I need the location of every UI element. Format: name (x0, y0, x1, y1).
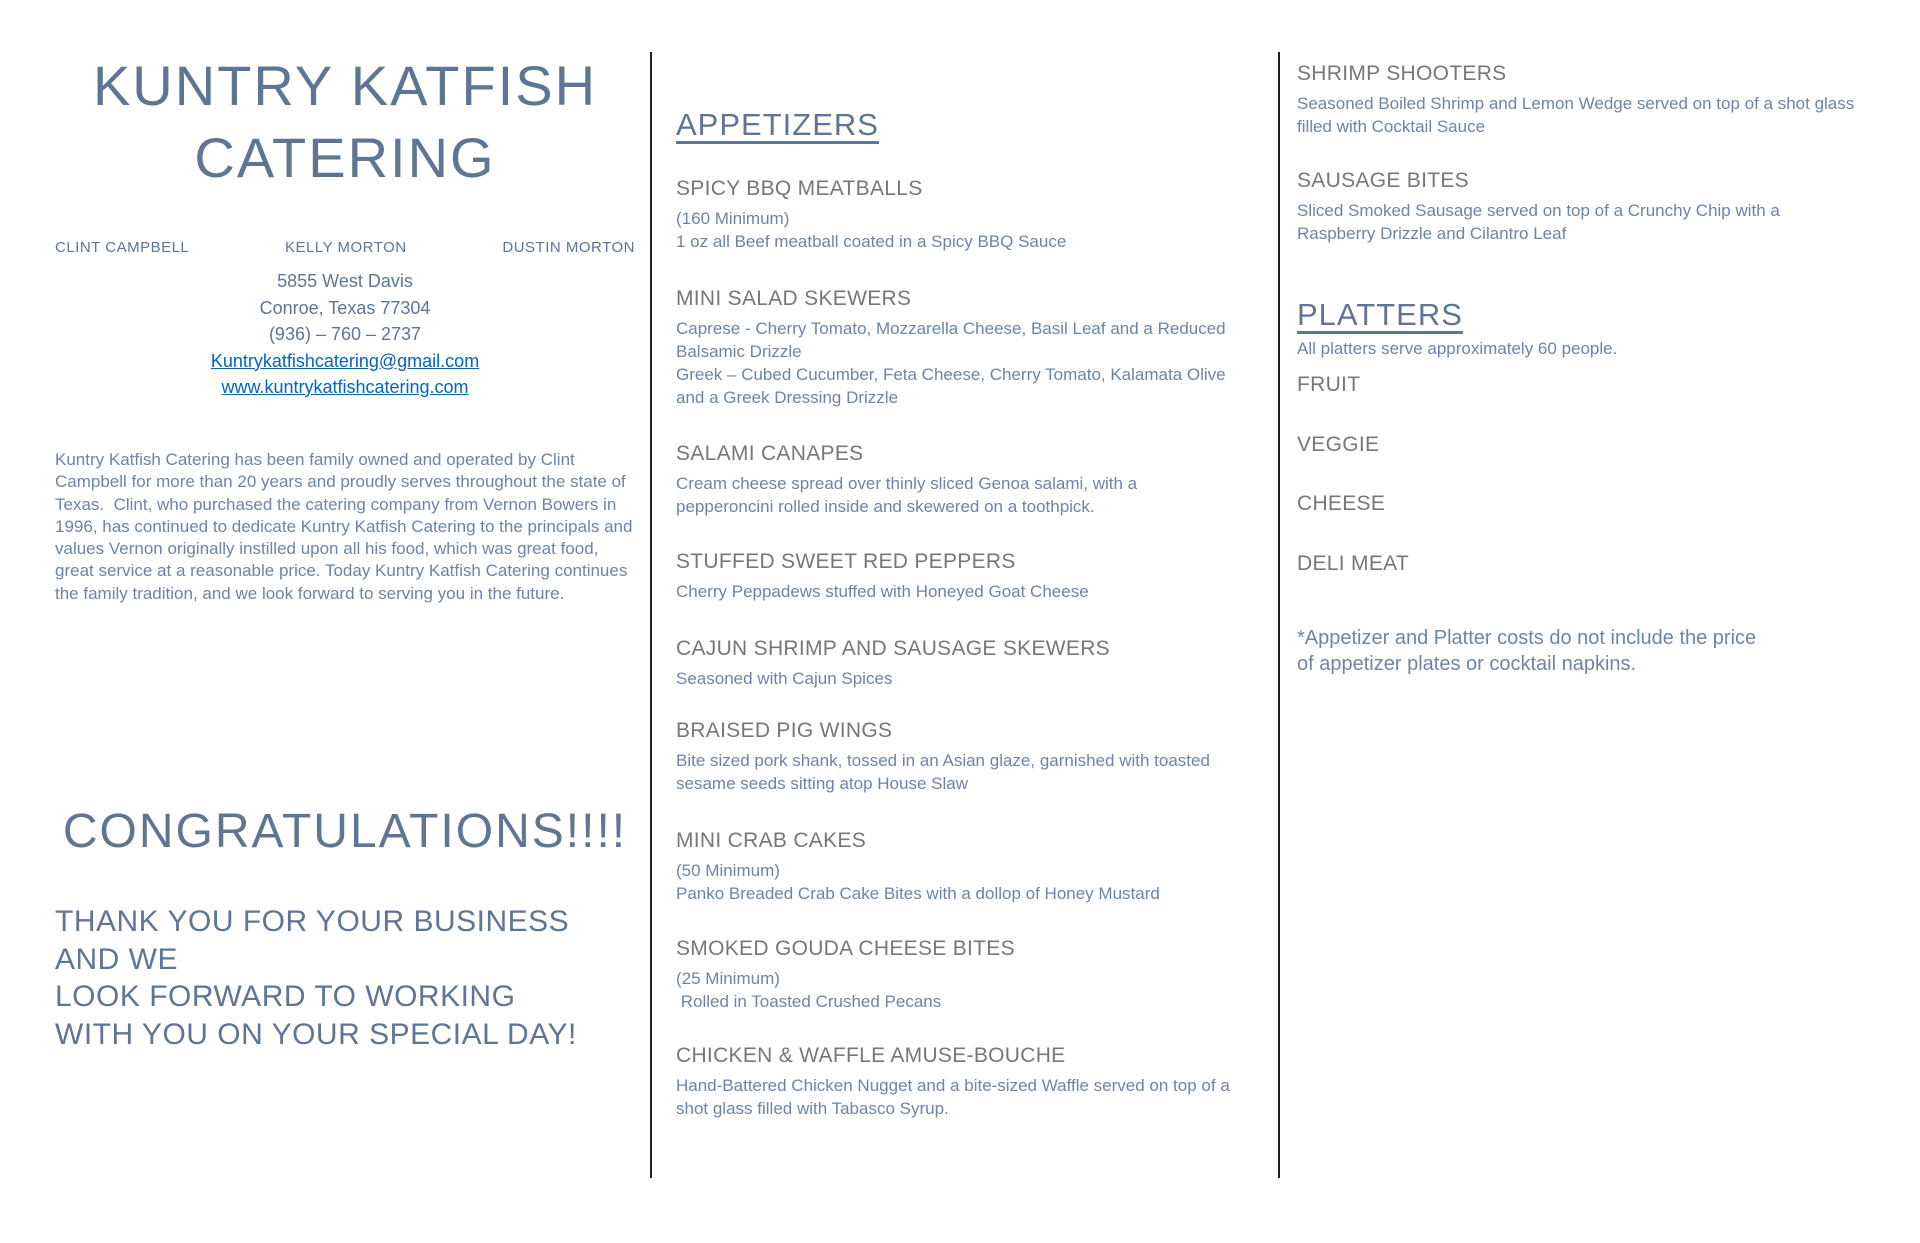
pricing-footnote (1297, 625, 1859, 677)
menu-item-salami-canapes (676, 439, 1236, 518)
item-minimum: (25 Minimum) (676, 969, 780, 988)
platter-option-fruit: FRUIT (1297, 373, 1361, 396)
menu-item-sausage-bites (1297, 166, 1859, 245)
item-description: Hand-Battered Chicken Nugget and a bite-sized Waffle served on top of a shot glass filled with Tabasco Syrup. (676, 1076, 1235, 1118)
platter-option-deli-meat: DELI MEAT (1297, 552, 1409, 575)
item-description: Rolled in Toasted Crushed Pecans (676, 992, 942, 1011)
website-row (55, 374, 635, 401)
menu-item-smoked-gouda-cheese-bites (676, 934, 1236, 1013)
menu-item-braised-pig-wings (676, 716, 1236, 795)
item-description: Seasoned Boiled Shrimp and Lemon Wedge served on top of a shot glass filled with Cocktail Sauce (1297, 94, 1859, 136)
item-minimum: (160 Minimum) (676, 209, 790, 228)
footnote-line-2: of appetizer plates or cocktail napkins. (1297, 653, 1637, 675)
item-name: SMOKED GOUDA CHEESE BITES (676, 937, 1015, 960)
congratulations-heading: CONGRATULATIONS!!!! (62, 805, 628, 858)
menu-item-shrimp-shooters (1297, 59, 1859, 138)
appetizers-heading: APPETIZERS (676, 107, 879, 142)
column-divider-left (650, 52, 652, 1178)
item-description: Seasoned with Cajun Spices (676, 669, 893, 688)
item-description: Cream cheese spread over thinly sliced Genoa salami, with a pepperoncini rolled inside and skewered on a toothpick. (676, 474, 1142, 516)
menu-item-stuffed-sweet-red-peppers (676, 547, 1236, 603)
menu-item-mini-salad-skewers (676, 284, 1236, 409)
platters-heading: PLATTERS (1297, 297, 1463, 332)
thank-you-message (55, 903, 635, 1053)
address-street: 5855 West Davis (277, 271, 413, 291)
item-name: BRAISED PIG WINGS (676, 719, 893, 742)
business-title (55, 50, 635, 194)
item-name: MINI CRAB CAKES (676, 829, 867, 852)
item-name: CAJUN SHRIMP AND SAUSAGE SKEWERS (676, 637, 1110, 660)
item-name: CHICKEN & WAFFLE AMUSE-BOUCHE (676, 1044, 1066, 1067)
thank-you-line-3: WITH YOU ON YOUR SPECIAL DAY! (55, 1017, 577, 1051)
menu-item-mini-crab-cakes (676, 826, 1236, 905)
item-description: Panko Breaded Crab Cake Bites with a dollop of Honey Mustard (676, 884, 1160, 903)
item-minimum: (50 Minimum) (676, 861, 780, 880)
staff-name-clint: CLINT CAMPBELL (55, 239, 190, 256)
item-name: SAUSAGE BITES (1297, 169, 1469, 192)
platters-subtitle: All platters serve approximately 60 people. (1297, 339, 1618, 358)
item-name: SHRIMP SHOOTERS (1297, 62, 1507, 85)
item-name: SALAMI CANAPES (676, 442, 864, 465)
intro-column (55, 0, 638, 1243)
item-description: 1 oz all Beef meatball coated in a Spicy BBQ Sauce (676, 232, 1067, 251)
staff-name-kelly: KELLY MORTON (285, 239, 407, 256)
platter-option-veggie: VEGGIE (1297, 433, 1380, 456)
platters-column (1297, 0, 1859, 1243)
title-line-1: KUNTRY KATFISH (92, 54, 598, 117)
email-link[interactable]: Kuntrykatfishcatering@gmail.com (210, 350, 480, 371)
item-name: STUFFED SWEET RED PEPPERS (676, 550, 1016, 573)
column-divider-right (1278, 52, 1280, 1178)
about-paragraph: Kuntry Katfish Catering has been family owned and operated by Clint Campbell for more than 20 years and proudly serves throughout the state of Texas. Clint, who purchased the catering company from Vernon Bowers in 1996, has continued to dedicate Kuntry Katfish Catering to the principals and values Vernon originally instilled upon all his food, which was great food, great service at a reasonable price. Today Kuntry Katfish Catering continues the family tradition, and we look forward to serving you in the future. (55, 450, 638, 603)
item-description: Bite sized pork shank, tossed in an Asian glaze, garnished with toasted sesame seeds sitting atop House Slaw (676, 751, 1215, 793)
item-description: Greek – Cubed Cucumber, Feta Cheese, Cherry Tomato, Kalamata Olive and a Greek Dressing Drizzle (676, 365, 1231, 407)
website-link[interactable]: www.kuntrykatfishcatering.com (221, 377, 469, 397)
staff-name-dustin: DUSTIN MORTON (502, 239, 635, 256)
footnote-line-1: *Appetizer and Platter costs do not include the price (1297, 627, 1757, 649)
thank-you-line-1: THANK YOU FOR YOUR BUSINESS AND WE (55, 905, 570, 976)
item-name: MINI SALAD SKEWERS (676, 287, 912, 310)
menu-item-cajun-shrimp-sausage-skewers (676, 634, 1236, 690)
email-row (55, 348, 635, 375)
thank-you-line-2: LOOK FORWARD TO WORKING (55, 980, 516, 1013)
platter-option-cheese: CHEESE (1297, 492, 1386, 515)
item-description: Sliced Smoked Sausage served on top of a Crunchy Chip with a Raspberry Drizzle and Cilantro Leaf (1297, 201, 1785, 243)
phone-number: (936) – 760 – 2737 (268, 324, 422, 344)
menu-item-chicken-waffle-amuse-bouche (676, 1041, 1236, 1120)
appetizers-column (676, 0, 1236, 1243)
title-line-2: CATERING (194, 126, 496, 189)
staff-row (55, 238, 635, 258)
address-city: Conroe, Texas 77304 (259, 297, 431, 318)
contact-block (55, 268, 635, 401)
item-description: Cherry Peppadews stuffed with Honeyed Goat Cheese (676, 582, 1089, 601)
menu-item-spicy-bbq-meatballs (676, 174, 1236, 253)
item-name: SPICY BBQ MEATBALLS (676, 177, 923, 200)
item-description: Caprese - Cherry Tomato, Mozzarella Cheese, Basil Leaf and a Reduced Balsamic Drizzle (676, 319, 1231, 361)
